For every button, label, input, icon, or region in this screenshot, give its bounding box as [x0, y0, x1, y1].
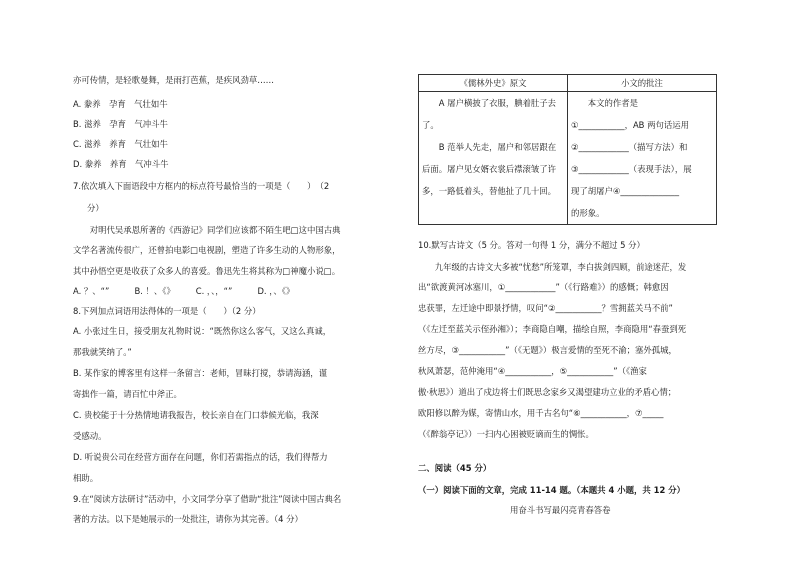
q10-line: 丝方尽，③___________”（《无题》）极言爱情的至死不渝；塞外孤城，: [418, 345, 677, 355]
q8-option-a: A. 小张过生日，接受朋友礼物时说：“既然你这么客气，又这么真诚，: [73, 326, 332, 336]
q10-line: 欧阳修以醉为媒，寄情山水，用千古名句“⑥___________，⑦_____: [418, 408, 664, 418]
q7-passage-line: 对明代吴承恩所著的《西游记》同学们应该都不陌生吧□这中国古典: [73, 225, 341, 235]
article-title: 用奋斗书写最闪亮青春答卷: [510, 505, 611, 515]
note-blank-1: ①___________，AB 两句话运用: [571, 120, 689, 130]
original-text-cell: [419, 92, 568, 225]
q7-title: 7.依次填入下面语段中方框内的标点符号最恰当的一项是（ ） （2: [73, 181, 330, 191]
q8-option-d: D. 听说贵公司在经营方面存在问题，你们若需指点的话，我们得帮力: [73, 452, 328, 462]
original-text-b: B 范举人先走，屠户和邻居跟在后面。屠户见女婿衣裳后襟滚皱了许多，一路低着头，替他扯了几十回。: [422, 142, 557, 196]
q6-option-c: C. 滋养 养育 气壮如牛: [73, 139, 168, 149]
q6-option-a: A. 豢养 孕育 气壮如牛: [73, 99, 168, 109]
q8-option-d-cont: 相助。: [73, 473, 99, 483]
q7-title-cont: 分）: [87, 203, 104, 213]
q10-line: （《醉翁亭记》）一扫内心困被贬谪而生的惆怅。: [418, 429, 594, 439]
q8-title: 8.下列加点词语用法得体的一项是（ ）（2 分）: [73, 306, 261, 316]
q7-options: A. ？、“” B. ！、《》 C. ，、，“” D. ，、《》: [73, 286, 295, 296]
q10-title: 10.默写古诗文（5 分。答对一句得 1 分，满分不超过 5 分）: [418, 240, 645, 250]
annotation-table: [418, 74, 717, 225]
q6-option-d: D. 豢养 养育 气冲斗牛: [73, 159, 169, 169]
table-header-notes: 小文的批注: [568, 75, 717, 92]
q6-option-b: B. 滋养 孕育 气冲斗牛: [73, 119, 168, 129]
q10-line: 九年级的古诗文大多被“忧愁”所笼罩，李白拔剑四顾，前途迷茫，发: [418, 262, 687, 272]
q8-option-c-cont: 受感动。: [73, 431, 107, 441]
part-heading: （一）阅读下面的文章，完成 11-14 题。（本题共 4 小题，共 12 分）: [418, 485, 685, 495]
q10-line: 傲·秋思》）道出了戍边将士们既思念家乡又渴望建功立业的矛盾心情；: [418, 387, 677, 397]
q10-line: 出“欲渡黄河冰塞川，①____________”（《行路难》）的感慨；韩愈因: [418, 282, 669, 292]
notes-cell: [568, 92, 717, 225]
table-header-original: 《儒林外史》原文: [419, 75, 568, 92]
section-heading: 二、阅读（45 分）: [418, 463, 492, 473]
q9-text: 9.在“阅读方法研讨”活动中，小文同学分享了借助“批注”阅读中国古典名: [73, 494, 342, 504]
q10-line: （《左迁至蓝关示侄孙湘》）；李商隐自嘲，描绘自照，李商隐用“春蚕到死: [418, 324, 687, 334]
q10-line: 忠获罪，左迁途中即景抒情，叹问“②___________？雪拥蓝关马不前”: [418, 303, 673, 313]
q7-passage-line: 文学名著流传很广，还曾拍电影□电视剧，塑造了许多生动的人物形象，: [73, 245, 341, 255]
q6-tail-text: 亦可传情，是轻歌曼舞，是雨打芭蕉，是疾风劲草……: [73, 75, 274, 85]
q10-line: 秋风萧瑟，范仲淹用“④___________，⑤___________”（《渔家: [418, 366, 647, 376]
note-line: 的形象。: [571, 208, 605, 218]
original-text-a: A 屠户横披了衣服，腆着肚子去了。: [422, 98, 557, 130]
note-blank-2: ②____________（描写方法）和: [571, 142, 688, 152]
note-line: 本文的作者是: [571, 98, 638, 108]
note-blank-4: 现了胡屠户④______________: [571, 186, 680, 196]
q7-passage-line: 其中孙悟空更是收获了众多人的喜爱。鲁迅先生将其称为□神魔小说□。: [73, 266, 341, 276]
q8-option-b-cont: 寄拙作一篇，请百忙中斧正。: [73, 389, 182, 399]
q8-option-c: C. 贵校能于十分热情地请我报告，校长亲自在门口恭候光临，我深: [73, 410, 319, 420]
note-blank-3: ③____________（表现手法），展: [571, 164, 692, 174]
q9-text: 著的方法。以下是她展示的一处批注，请你为其完善。（4 分）: [73, 514, 303, 524]
q8-option-b: B. 某作家的博客里有这样一条留言：老师，冒昧打搅，恭请海涵，谨: [73, 368, 327, 378]
q8-option-a-cont: 那我就笑纳了。”: [73, 347, 132, 357]
